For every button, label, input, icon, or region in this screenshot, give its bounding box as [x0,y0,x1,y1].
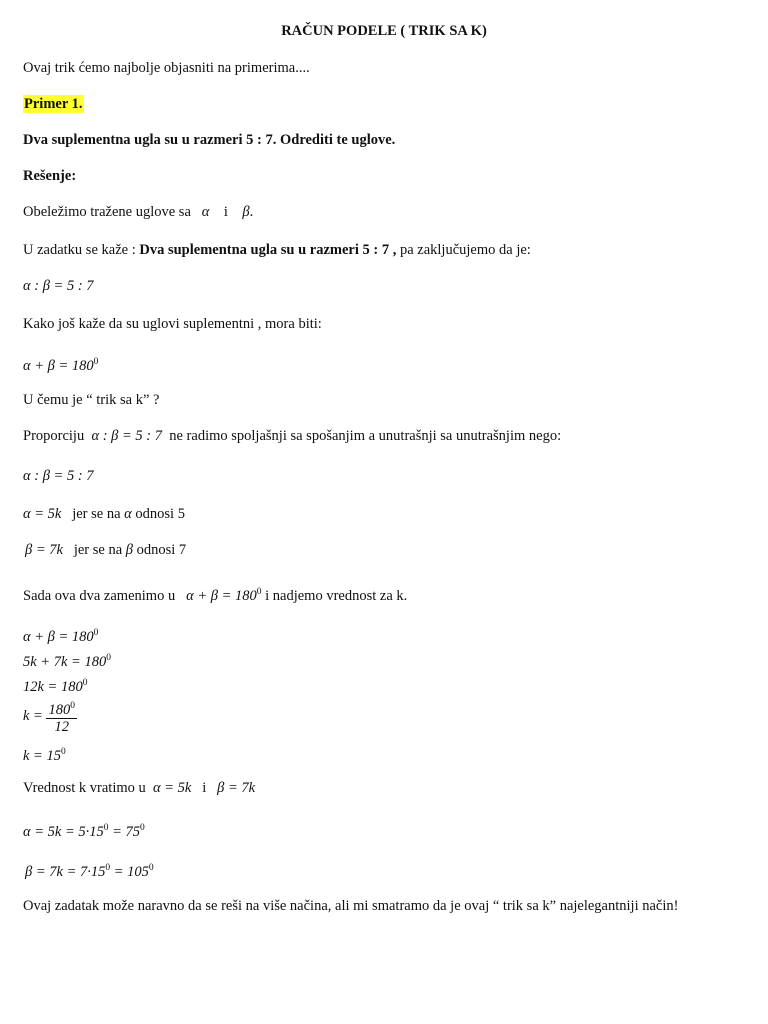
return-k-conj: i [202,780,207,796]
step-2-sup: 0 [106,653,111,663]
fraction [46,698,77,735]
solution-label: Rešenje: [23,168,77,184]
alpha-k-sym: α [124,506,132,522]
quote-before: U zadatku se kaže : [23,242,136,258]
proportion-before: Proporciju [23,428,85,444]
step-1-base: α + β = 180 [23,629,94,645]
period: . [249,204,254,220]
fraction-denominator: 12 [54,719,69,735]
beta-result-sup1: 0 [105,863,111,873]
quote-line [23,241,531,259]
alpha-result-part2: = 75 [112,824,141,840]
k-value-base: k = 15 [23,748,61,764]
question-line: U čemu je “ trik sa k” ? [23,392,160,408]
notation-text: Obeležimo tražene uglove sa [23,204,191,220]
fraction-equation [23,698,77,735]
quote-bold: Dva suplementna ugla su u razmeri 5 : 7 , [139,242,397,258]
numerator-value: 180 [48,702,71,718]
alpha-symbol: α [201,204,210,220]
beta-result [25,859,154,881]
beta-k-line [25,541,186,559]
problem-statement: Dva suplementna ugla su u razmeri 5 : 7. Odrediti te uglove. [23,132,396,148]
ratio-equation: α : β = 5 : 7 [23,278,94,294]
alpha-k-end: odnosi 5 [135,506,185,522]
beta-symbol: β [242,204,250,220]
page-title: RAČUN PODELE ( TRIK SA K) [281,23,487,39]
fraction-lhs: k = [23,707,43,724]
k-value-sup: 0 [60,747,66,757]
example-label-highlight: Primer 1. [24,96,83,112]
step-1-sup: 0 [93,628,99,638]
beta-k-end: odnosi 7 [136,542,187,558]
conclusion-text: Ovaj zadatak može naravno da se reši na više načina, ali mi smatramo da je ovaj “ trik sa k” najelegantniji način! [23,898,679,914]
alpha-result-sup1: 0 [103,823,109,833]
step-3 [23,674,87,696]
conjunction: i [223,204,228,220]
beta-result-sup2: 0 [148,863,154,873]
step-2-base: 5k + 7k = 180 [23,654,107,670]
k-value [23,743,66,765]
alpha-result-sup2: 0 [140,823,145,833]
alpha-result-part1: α = 5k = 5·15 [23,824,104,840]
beta-k-expr: β = 7k [25,542,63,558]
alpha-k-expr: α = 5k [23,506,62,522]
step-3-sup: 0 [82,678,88,688]
degree-sup: 0 [93,357,99,367]
substitute-sup: 0 [256,587,262,597]
fraction-numerator [46,698,77,719]
return-k-line [23,779,255,797]
step-3-base: 12k = 180 [23,679,83,695]
substitute-after: i nadjemo vrednost za k. [265,588,408,604]
beta-result-part1: β = 7k = 7·15 [25,864,106,880]
alpha-k-line [23,505,185,523]
substitute-expr: α + β = 180 [186,588,257,604]
return-k-before: Vrednost k vratimo u [23,780,146,796]
numerator-sup: 0 [70,701,75,711]
proportion-expr: α : β = 5 : 7 [91,428,162,444]
supplementary-text: Kako još kaže da su uglovi suplementni , mora biti: [23,316,322,332]
step-2 [23,649,111,671]
proportion-line [23,427,561,445]
step-1 [23,624,98,646]
sum-equation [23,353,98,375]
beta-k-text: jer se na [73,542,123,558]
alpha-result [23,819,145,841]
alpha-k-text: jer se na [72,506,121,522]
return-k-beta: β = 7k [217,780,256,796]
substitute-before: Sada ova dva zamenimo u [23,588,176,604]
beta-result-part2: = 105 [113,864,149,880]
notation-line [23,203,253,221]
beta-k-sym: β [125,542,133,558]
proportion-after: ne radimo spoljašnji sa spošanjim a unutrašnji sa unutrašnjim nego: [169,428,562,444]
substitute-line [23,583,407,605]
quote-after: pa zaključujemo da je: [399,242,531,258]
intro-text: Ovaj trik ćemo najbolje objasniti na primerima.... [23,60,310,76]
sum-equation-base: α + β = 180 [23,358,94,374]
example-label [23,95,84,113]
return-k-alpha: α = 5k [153,780,192,796]
ratio-equation-2: α : β = 5 : 7 [23,468,94,484]
